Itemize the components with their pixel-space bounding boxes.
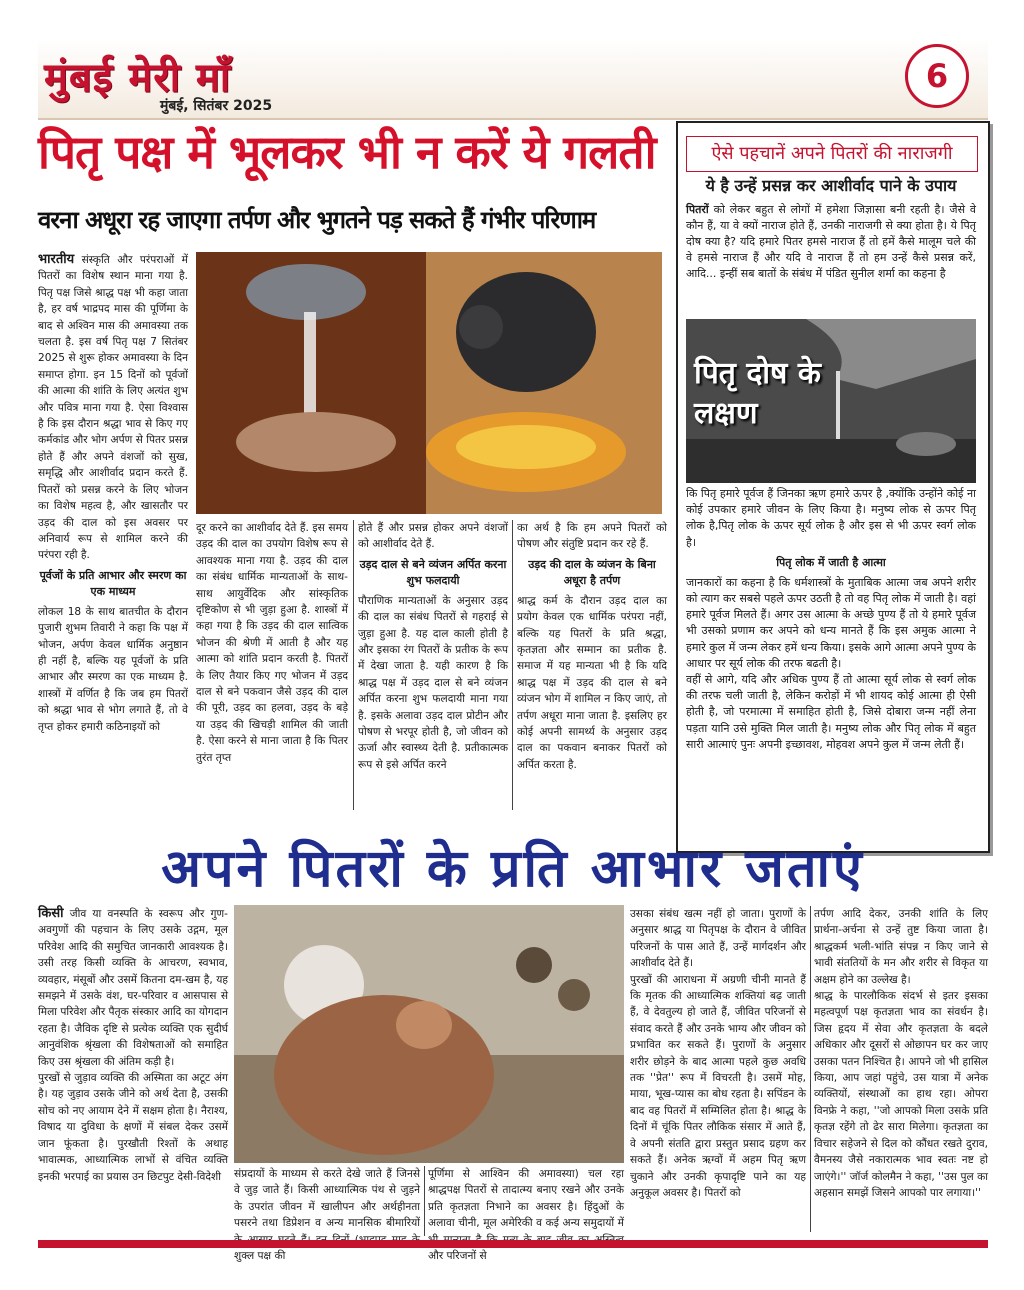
article2-column-2 bbox=[234, 1166, 420, 1263]
lead-word: पितरों bbox=[686, 203, 709, 216]
column-divider bbox=[353, 520, 354, 810]
page-number: 6 bbox=[905, 44, 969, 108]
bottom-rule bbox=[38, 1240, 988, 1248]
article-text: श्राद्ध के पारलौकिक संदर्भ से इतर इसका महत्वपूर्ण पक्ष कृतज्ञता भाव का संवर्धन है। जिस हृदय में सेवा और कृतज्ञता के बदले अधिकार और दूसरों से ओछापन घर कर जाए उसका पतन निश्चित है। आपने जो भी हासिल किया, आप जहां पहुंचे, उस यात्रा में अनेक व्यक्तियों, संस्थाओं का हाथ रहा। ओपरा विनफ्रे ने कहा, ''जो आपको मिला उसके प्रति कृतज्ञ रहेंगे तो ढेर सारा मिलेगा। कृतज्ञता का विचार सहेजने से दिल को कौंधत रखते दुराव, वैमनस्य जैसे नकारात्मक भाव स्वतः नष्ट हो जाएंगे।'' जॉर्ज कोलमैन ने कहा, ''उस पुल का अहसान समझें जिसने आपको पार लगाया।'' bbox=[814, 990, 988, 1199]
dateline: मुंबई, सितंबर 2025 bbox=[160, 98, 273, 114]
ritual-offering-photo bbox=[196, 252, 662, 514]
article2-column-1 bbox=[38, 906, 228, 1236]
article-text: तर्पण आदि देकर, उनकी शांति के लिए प्रार्थना-अर्चना से उन्हें तुष्ट किया जाता है। श्राद्धकर्म भली-भांति संपन्न न किए जाने से भावी संततियों के मन और शरीर से विकृत या अक्षम होने का उल्लेख है। bbox=[814, 908, 988, 986]
article-text: वहीं से आगे, यदि और अधिक पुण्य हैं तो आत्मा सूर्य लोक से स्वर्ग लोक की तरफ चली जाती है, लेकिन करोड़ों में भी शायद कोई आत्मा ही ऐसी होती है, जो परमात्मा में समाहित होती है, जिसे दोबारा जन्म नहीं लेना पड़ता यानि उसे मुक्ति मिल जाती है। मनुष्य लोक और पितृ लोक में बहुत सारी आत्माएं पुनः अपनी इच्छावश, मोहवश अपने कुल में जन्म लेती हैं। bbox=[686, 673, 976, 751]
article-text: पौराणिक मान्यताओं के अनुसार उड़द की दाल का संबंध पितरों से गहराई से जुड़ा हुआ है. यह दाल काली होती है और इसका रंग पितरों के प्रतीक के रूप में देखा जाता है. यही कारण है कि श्राद्ध पक्ष में उड़द दाल से बने व्यंजन अर्पित करना शुभ फलदायी माना गया है. इसके अलावा उड़द दाल प्रोटीन और पोषण से भरपूर होती है, जो जीवन को ऊर्जा और स्वास्थ्य देती है. प्रतीकात्मक रूप से इसे अर्पित करने bbox=[358, 594, 508, 771]
main-headline: पितृ पक्ष में भूलकर भी न करें ये गलती bbox=[38, 125, 656, 179]
second-headline: अपने पितरों के प्रति आभार जताएं bbox=[161, 838, 865, 899]
article1-column-4 bbox=[517, 520, 667, 816]
section-subheading: उड़द दाल से बने व्यंजन अर्पित करना शुभ फलदायी bbox=[359, 557, 507, 587]
article-text: जीव या वनस्पति के स्वरूप और गुण-अवगुणों की पहचान के लिए उसके उद्गम, मूल परिवेश आदि की समुचित जानकारी आवश्यक है। उसी तरह किसी व्यक्ति के आचरण, स्वभाव, व्यवहार, मंसूबों और उसमें कितना दम-खम है, यह समझने में उसके वंश, घर-परिवार व आसपास से मिला परिवेश और पैतृक संस्कार आदि का योगदान रहता है। जैविक दृष्टि से प्रत्येक व्यक्ति एक सुदीर्घ आनुवंशिक श्रृंखला की विशेषताओं को समाहित किए उस श्रृंखला की अंतिम कड़ी है। bbox=[38, 908, 228, 1068]
section-subheading: पूर्वजों के प्रति आभार और स्मरण का एक माध्यम bbox=[39, 568, 187, 598]
ritual-offering-illustration bbox=[196, 252, 662, 514]
sidebar-subtitle: ये है उन्हें प्रसन्न कर आशीर्वाद पाने के उपाय bbox=[705, 176, 957, 195]
sidebar-title: ऐसे पहचानें अपने पितरों की नाराजगी bbox=[686, 136, 978, 172]
article2-column-4 bbox=[630, 906, 806, 1236]
sidebar-intro bbox=[686, 202, 976, 316]
column-divider bbox=[512, 520, 513, 810]
article-text: संप्रदायों के माध्यम से करते देखे जाते हैं जिनसे वे जुड़ जाते हैं। किसी आध्यात्मिक पंथ से जुड़ने के उपरांत जीवन में खालीपन और अर्थहीनता पसरने तथा डिप्रेशन व अन्य मानसिक बीमारियों bbox=[234, 1168, 420, 1230]
article-text: को लेकर बहुत से लोगों में हमेशा जिज्ञासा बनी रहती है। जैसे वे कौन हैं, या वे क्यों नाराज होते हैं, उनकी नाराजगी से क्या होता है। ये पितृ दोष क्या है? यदि हमारे पितर हमसे नाराज हैं तो हमें कैसे मालूम चले की वे हमसे नाराज हैं और यदि वे नाराज हैं तो हम उन्हें कैसे प्रसन्न करें, आदि... इन्हीं सब बातों के संबंध में पंडित सुनील शर्मा का कहना है bbox=[686, 203, 977, 280]
lead-word: किसी bbox=[38, 906, 64, 921]
article-text: शुक्ल पक्ष की bbox=[234, 1250, 286, 1263]
article-text: होते हैं और प्रसन्न होकर अपने वंशजों को आशीर्वाद देते हैं. bbox=[358, 522, 508, 551]
section-subheading: उड़द की दाल के व्यंजन के बिना अधूरा है तर्पण bbox=[528, 557, 656, 587]
devotee-bathing-photo bbox=[234, 905, 624, 1163]
article1-column-2 bbox=[196, 520, 348, 816]
newspaper-logo: मुंबई मेरी माँ bbox=[44, 54, 232, 101]
article-text: जानकारों का कहना है कि धर्मशास्त्रों के मुताबिक आत्मा जब अपने शरीर को त्याग कर सबसे पहले ऊपर उठती है तो वह पितृ लोक में जाती है। वहां हमारे पूर्वज मिलते हैं। अगर उस आत्मा के अच्छे पुण्य हैं तो ये हमारे पूर्वज भी उसको प्रणाम कर अपने को धन्य मानते हैं कि इस अमुक आत्मा ने हमारे कुल में जन्म लेकर हमें धन्य किया। इसके आगे आत्मा अपने पुण्य के आधार पर सूर्य लोक की तरफ बढती है। bbox=[686, 575, 976, 670]
image-caption: पितृ दोष के लक्षण bbox=[694, 356, 821, 431]
main-subheadline: वरना अधूरा रह जाएगा तर्पण और भुगतने पड़ सकते हैं गंभीर परिणाम bbox=[38, 206, 596, 234]
sidebar-body bbox=[686, 486, 976, 846]
article2-column-3 bbox=[428, 1166, 624, 1263]
article-text: पुरखों से जुड़ाव व्यक्ति की अस्मिता का अटूट अंग है। यह जुड़ाव उसके जीने को अर्थ देता है, उसकी सोच को नए आयाम देने में सक्षम होता है। नैराश्य, विषाद या दुविधा के क्षणों में संबल देकर उसमें जान फूंकता है। पुरखौती रिश्तों के अथाह भावात्मक, आध्यात्मिक लाभों से वंचित व्यक्ति इनकी भरपाई का प्रयास उन छिटपुट देसी-विदेशी bbox=[38, 1072, 228, 1183]
devotee-bathing-illustration bbox=[234, 905, 624, 1163]
article-text: कि पितृ हमारे पूर्वज हैं जिनका ऋण हमारे ऊपर है ,क्योंकि उन्होंने कोई ना कोई उपकार हमारे जीवन के लिए किया है। मनुष्य लोक से ऊपर पितृ लोक है,पितृ लोक के ऊपर सूर्य लोक है और इस से भी ऊपर स्वर्ग लोक है। bbox=[686, 487, 976, 549]
column-divider bbox=[424, 1166, 425, 1236]
article1-column-3 bbox=[358, 520, 508, 816]
section-subheading: पितृ लोक में जाती है आत्मा bbox=[776, 555, 886, 569]
article-text: संस्कृति और परंपराओं में पितरों का विशेष स्थान माना गया है. पितृ पक्ष जिसे श्राद्ध पक्ष भी कहा जाता है, हर वर्ष भाद्रपद मास की पूर्णिमा के बाद से अश्विन मास की अमावस्या तक चलता है. इस वर्ष पितृ पक्ष 7 सितंबर 2025 से शुरू होकर अमावस्या के दिन समाप्त होगा. इन 15 दिनों को पूर्वजों की आत्मा की शांति के लिए अत्यंत शुभ और पवित्र माना गया है. ऐसा विश्वास है कि इस दौरान श्रद्धा भाव से किए गए कर्मकांड और भोग अर्पण से पितर प्रसन्न होते हैं और अपने वंशजों को सुख, समृद्धि और आशीर्वाद प्रदान करते हैं. पितरों को प्रसन्न करने के लिए भोजन का विशेष महत्व है, और खासतौर पर उड़द की दाल को इस अवसर पर अनिवार्य रूप से शामिल करने की परंपरा रही है. bbox=[38, 254, 188, 562]
lead-word: भारतीय bbox=[38, 252, 75, 267]
article-text: लोकल 18 के साथ बातचीत के दौरान पुजारी शुभम तिवारी ने कहा कि पक्ष में भोजन, अर्पण केवल धार्मिक अनुष्ठान ही नहीं है, बल्कि यह पूर्वजों के प्रति आभार और स्मरण का एक माध्यम है. शास्त्रों में वर्णित है कि जब हम पितरों को श्रद्धा भाव से भोग लगाते हैं, तो वे तृप्त होकर हमारी कठिनाइयों को bbox=[38, 605, 188, 733]
article1-column-1 bbox=[38, 252, 188, 814]
column-divider bbox=[810, 906, 811, 1232]
article-text: पूर्णिमा से आश्विन की अमावस्या) चल रहा श्राद्धपक्ष पितरों से तादात्म्य बनाए रखने और उनके प्रति कृतज्ञता निभाने का अवसर है। हिंदुओं के अलावा चीनी, मूल अमेरिकी व कई अन्य समुदायों में और परिजनों से bbox=[428, 1168, 624, 1263]
article-text: पुरखों की आराधना में अग्रणी चीनी मानते हैं कि मृतक की आध्यात्मिक शक्तियां बढ़ जाती हैं, वे देवतुल्य हो जाते हैं, जीवित परिजनों से संवाद करते हैं और उनके भाग्य और जीवन को प्रभावित कर सकते हैं। पुराणों के अनुसार शरीर छोड़ने के बाद आत्मा पहले कुछ अवधि तक ''प्रेत'' रूप में विचरती है। उसमें मोह, माया, भूख-प्यास का बोध रहता है। सपिंडन के बाद वह पितरों में सम्मिलित होता है। श्राद्ध के दिनों में चूंकि पितर लौकिक संसार में आते हैं, वे अपनी संतति द्वारा प्रस्तुत प्रसाद ग्रहण कर सकते हैं। अनेक ऋग्वों में अहम पितृ ऋण चुकाने और उनकी कृपादृष्टि पाने का यह अनुकूल अवसर है। पितरों को bbox=[630, 973, 806, 1199]
article-text: का अर्थ है कि हम अपने पितरों को पोषण और संतुष्टि प्रदान कर रहे हैं. bbox=[517, 522, 667, 551]
article-text: श्राद्ध कर्म के दौरान उड़द दाल का प्रयोग केवल एक धार्मिक परंपरा नहीं, बल्कि यह पितरों के प्रति श्रद्धा, कृतज्ञता और सम्मान का प्रतीक है. समाज में यह मान्यता भी है कि यदि श्राद्ध पक्ष में उड़द की दाल से बने व्यंजन भोग में शामिल न किए जाएं, तो तर्पण अधूरा माना जाता है. इसलिए हर कोई अपनी सामर्थ्य के अनुसार उड़द दाल का पकवान बनाकर पितरों को अर्पित करता है. bbox=[517, 594, 667, 771]
article-text: दूर करने का आशीर्वाद देते हैं. इस समय उड़द की दाल का उपयोग विशेष रूप से आवश्यक माना गया है. उड़द की दाल का संबंध धार्मिक मान्यताओं के साथ-साथ आयुर्वेदिक और सांस्कृतिक दृष्टिकोण से भी जुड़ा हुआ है. शास्त्रों में कहा गया है कि उड़द की दाल सात्विक भोजन की श्रेणी में आती है और यह आत्मा को शांति प्रदान करती है. पितरों के लिए तैयार किए गए भोजन में उड़द दाल से बने पकवान जैसे उड़द की दाल की पूरी, उड़द का हलवा, उड़द के बड़े या उड़द की खिचड़ी शामिल की जाती है. ऐसा करने से माना जाता है कि पितर तुरंत तृप्त bbox=[196, 522, 348, 764]
article2-column-5 bbox=[814, 906, 988, 1236]
article-text: उसका संबंध खत्म नहीं हो जाता। पुराणों के अनुसार श्राद्ध या पितृपक्ष के दौरान वे जीवित परिजनों के पास आते हैं, उन्हें मार्गदर्शन और आशीर्वाद देते हैं। bbox=[630, 908, 806, 970]
